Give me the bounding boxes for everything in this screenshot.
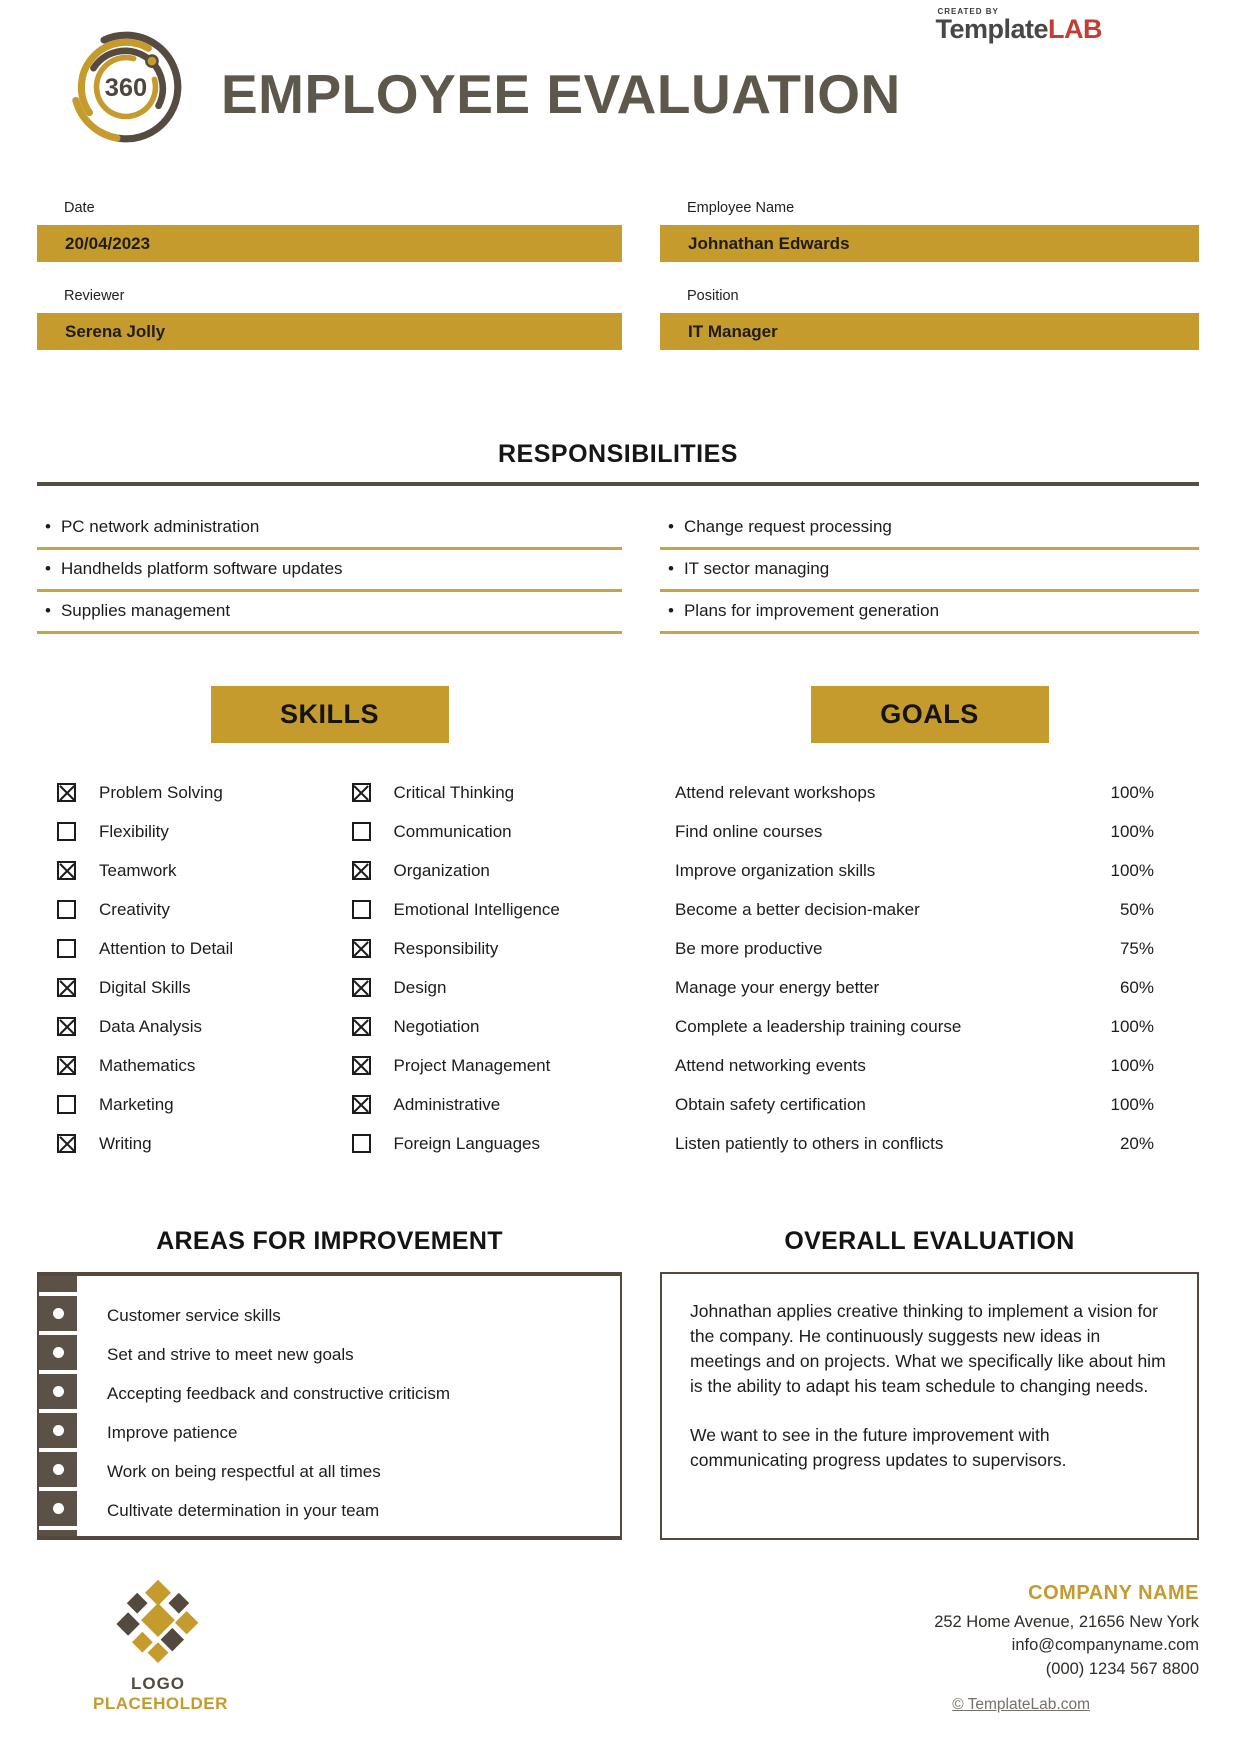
bullet-icon — [53, 1386, 64, 1397]
improvement-heading: AREAS FOR IMPROVEMENT — [156, 1227, 503, 1255]
goal-percent[interactable]: 75% — [1119, 938, 1154, 958]
reviewer-value[interactable]: Serena Jolly — [37, 313, 622, 350]
templatelab-wordmark: TemplateLAB — [935, 14, 1102, 44]
bullet-icon: • — [668, 517, 674, 536]
bullet-icon — [53, 1503, 64, 1514]
responsibilities-left-list — [37, 508, 622, 634]
improvement-item: Customer service skills — [39, 1296, 620, 1335]
responsibilities-heading: RESPONSIBILITIES — [498, 440, 738, 468]
goal-label: Become a better decision-maker — [675, 899, 920, 919]
skill-item — [37, 890, 330, 929]
skill-item — [330, 851, 623, 890]
responsibility-item: • Change request processing — [660, 508, 1199, 550]
goal-label: Obtain safety certification — [675, 1094, 866, 1114]
goal-percent[interactable]: 50% — [1119, 899, 1154, 919]
company-phone: (000) 1234 567 8800 — [1045, 1659, 1199, 1678]
skill-item — [37, 1046, 330, 1085]
skill-checkbox[interactable] — [352, 939, 371, 958]
goal-label: Find online courses — [675, 821, 823, 841]
bullet-icon: • — [668, 601, 674, 620]
goal-label: Attend networking events — [675, 1055, 866, 1075]
bullet-icon: • — [45, 601, 51, 620]
skill-checkbox[interactable] — [352, 1017, 371, 1036]
goal-item — [660, 851, 1199, 890]
skill-label: Writing — [99, 1133, 152, 1153]
logo-placeholder — [93, 1578, 228, 1714]
goal-item — [660, 773, 1199, 812]
goals-heading: GOALS — [811, 686, 1049, 743]
responsibility-item: • PC network administration — [37, 508, 622, 550]
skill-item — [330, 1085, 623, 1124]
skill-item — [330, 1046, 623, 1085]
goal-percent[interactable]: 100% — [1110, 782, 1154, 802]
improvement-item: Work on being respectful at all times — [39, 1452, 620, 1491]
responsibility-item: • Supplies management — [37, 592, 622, 634]
footer — [37, 1578, 1199, 1714]
responsibility-item: • Plans for improvement generation — [660, 592, 1199, 634]
skill-item — [330, 1007, 623, 1046]
skill-label: Negotiation — [393, 1016, 480, 1036]
skill-checkbox[interactable] — [352, 978, 371, 997]
logo-placeholder-line2: PLACEHOLDER — [93, 1694, 228, 1713]
skill-item — [330, 1124, 623, 1163]
skill-label: Foreign Languages — [393, 1133, 541, 1153]
logo-placeholder-icon — [112, 1578, 204, 1670]
field-reviewer — [37, 288, 622, 350]
responsibilities-lists — [37, 508, 1199, 634]
goal-label: Be more productive — [675, 938, 823, 958]
360-degree-logo-icon — [65, 26, 187, 148]
skill-checkbox[interactable] — [57, 939, 76, 958]
skill-label: Responsibility — [393, 938, 499, 958]
goal-label: Complete a leadership training course — [675, 1016, 962, 1036]
skill-item — [330, 929, 623, 968]
skill-label: Problem Solving — [99, 782, 223, 802]
goal-percent[interactable]: 100% — [1110, 1016, 1154, 1036]
responsibilities-right-list — [660, 508, 1199, 634]
overall-paragraph: We want to see in the future improvement with communicating progress updates to supervisors. — [690, 1425, 1067, 1471]
skill-label: Project Management — [393, 1055, 551, 1075]
bullet-icon — [53, 1464, 64, 1475]
skill-label: Flexibility — [99, 821, 169, 841]
bullet-icon: • — [45, 517, 51, 536]
skill-label: Digital Skills — [99, 977, 191, 997]
skill-item — [37, 1124, 330, 1163]
bullet-icon — [53, 1308, 64, 1319]
skill-checkbox[interactable] — [57, 978, 76, 997]
goal-item — [660, 890, 1199, 929]
skill-label: Data Analysis — [99, 1016, 202, 1036]
skill-checkbox[interactable] — [57, 861, 76, 880]
goal-percent[interactable]: 100% — [1110, 860, 1154, 880]
goal-percent[interactable]: 20% — [1119, 1133, 1154, 1153]
skill-checkbox[interactable] — [352, 783, 371, 802]
position-value[interactable]: IT Manager — [660, 313, 1199, 350]
company-info — [934, 1582, 1199, 1681]
company-email: info@companyname.com — [1011, 1636, 1199, 1655]
skill-label: Creativity — [99, 899, 170, 919]
skill-item — [37, 1085, 330, 1124]
company-address: 252 Home Avenue, 21656 New York — [934, 1613, 1199, 1631]
page-title: EMPLOYEE EVALUATION — [221, 63, 901, 125]
logo-placeholder-line1: LOGO — [130, 1674, 186, 1693]
templatelab-brand — [935, 8, 1102, 43]
skill-label: Marketing — [99, 1094, 174, 1114]
position-label: Position — [687, 288, 739, 304]
date-label: Date — [64, 200, 95, 216]
skill-label: Organization — [393, 860, 490, 880]
goal-item — [660, 1085, 1199, 1124]
responsibilities-divider — [37, 482, 1199, 486]
skill-checkbox[interactable] — [57, 1134, 76, 1153]
reviewer-label: Reviewer — [64, 288, 125, 304]
skill-checkbox[interactable] — [57, 1056, 76, 1075]
created-by-label: CREATED BY — [937, 7, 999, 16]
skill-item — [330, 812, 623, 851]
date-value[interactable]: 20/04/2023 — [37, 225, 622, 262]
goal-label: Manage your energy better — [675, 977, 880, 997]
skill-checkbox[interactable] — [57, 783, 76, 802]
skill-label: Attention to Detail — [99, 938, 234, 958]
skill-checkbox[interactable] — [57, 900, 76, 919]
bullet-icon: • — [45, 559, 51, 578]
improvement-item: Cultivate determination in your team — [39, 1491, 620, 1530]
skill-label: Administrative — [393, 1094, 501, 1114]
employee-name-value[interactable]: Johnathan Edwards — [660, 225, 1199, 262]
bullet-icon: • — [668, 559, 674, 578]
improvement-item: Accepting feedback and constructive criticism — [39, 1374, 620, 1413]
goals-list — [660, 773, 1199, 1163]
goal-label: Improve organization skills — [675, 860, 876, 880]
skill-item — [37, 812, 330, 851]
skill-item — [37, 773, 330, 812]
goal-percent[interactable]: 100% — [1110, 821, 1154, 841]
skill-checkbox[interactable] — [352, 861, 371, 880]
skill-label: Emotional Intelligence — [393, 899, 560, 919]
skill-checkbox[interactable] — [352, 1056, 371, 1075]
goal-percent[interactable]: 100% — [1110, 1094, 1154, 1114]
skill-item — [330, 773, 623, 812]
improvement-item: Set and strive to meet new goals — [39, 1335, 620, 1374]
goal-item — [660, 929, 1199, 968]
copyright-link[interactable]: © TemplateLab.com — [952, 1696, 1090, 1713]
bullet-icon — [53, 1425, 64, 1436]
goal-item — [660, 812, 1199, 851]
goal-percent[interactable]: 60% — [1119, 977, 1154, 997]
skill-checkbox[interactable] — [57, 1095, 76, 1114]
overall-paragraph: Johnathan applies creative thinking to implement a vision for the company. He continuously suggests new ideas in meetings and on projects. What we specifically like about him is the ability to adapt his team schedule to changing needs. — [690, 1301, 1166, 1396]
skill-checkbox[interactable] — [57, 822, 76, 841]
company-name: COMPANY NAME — [1028, 1582, 1199, 1604]
goal-percent[interactable]: 100% — [1110, 1055, 1154, 1075]
skill-label: Critical Thinking — [393, 782, 515, 802]
bullet-icon — [53, 1347, 64, 1358]
logo-360-text: 360 — [104, 74, 148, 103]
overall-evaluation-box — [660, 1272, 1199, 1540]
skill-label: Mathematics — [99, 1055, 196, 1075]
skill-checkbox[interactable] — [352, 900, 371, 919]
skill-item — [37, 851, 330, 890]
skill-item — [37, 968, 330, 1007]
skill-checkbox[interactable] — [352, 1134, 371, 1153]
field-date — [37, 200, 622, 262]
responsibility-item: • Handhelds platform software updates — [37, 550, 622, 592]
skill-label: Design — [393, 977, 447, 997]
skill-checkbox[interactable] — [352, 1095, 371, 1114]
improvement-item: Improve patience — [39, 1413, 620, 1452]
skill-item — [37, 1007, 330, 1046]
skill-item — [37, 929, 330, 968]
goal-label: Attend relevant workshops — [675, 782, 876, 802]
skills-heading: SKILLS — [211, 686, 449, 743]
field-position — [660, 288, 1199, 350]
skill-item — [330, 890, 623, 929]
skill-checkbox[interactable] — [352, 822, 371, 841]
skill-label: Teamwork — [99, 860, 177, 880]
goal-item — [660, 1124, 1199, 1163]
skill-item — [330, 968, 623, 1007]
goal-item — [660, 968, 1199, 1007]
skill-checkbox[interactable] — [57, 1017, 76, 1036]
goal-item — [660, 1007, 1199, 1046]
form-fields — [37, 200, 1199, 376]
improvement-box — [37, 1272, 622, 1540]
overall-heading: OVERALL EVALUATION — [784, 1227, 1075, 1255]
skills-checklist — [37, 773, 622, 1163]
goal-item — [660, 1046, 1199, 1085]
goal-label: Listen patiently to others in conflicts — [675, 1133, 944, 1153]
employee-name-label: Employee Name — [687, 200, 795, 216]
skill-label: Communication — [393, 821, 512, 841]
responsibility-item: • IT sector managing — [660, 550, 1199, 592]
field-employee-name — [660, 200, 1199, 262]
